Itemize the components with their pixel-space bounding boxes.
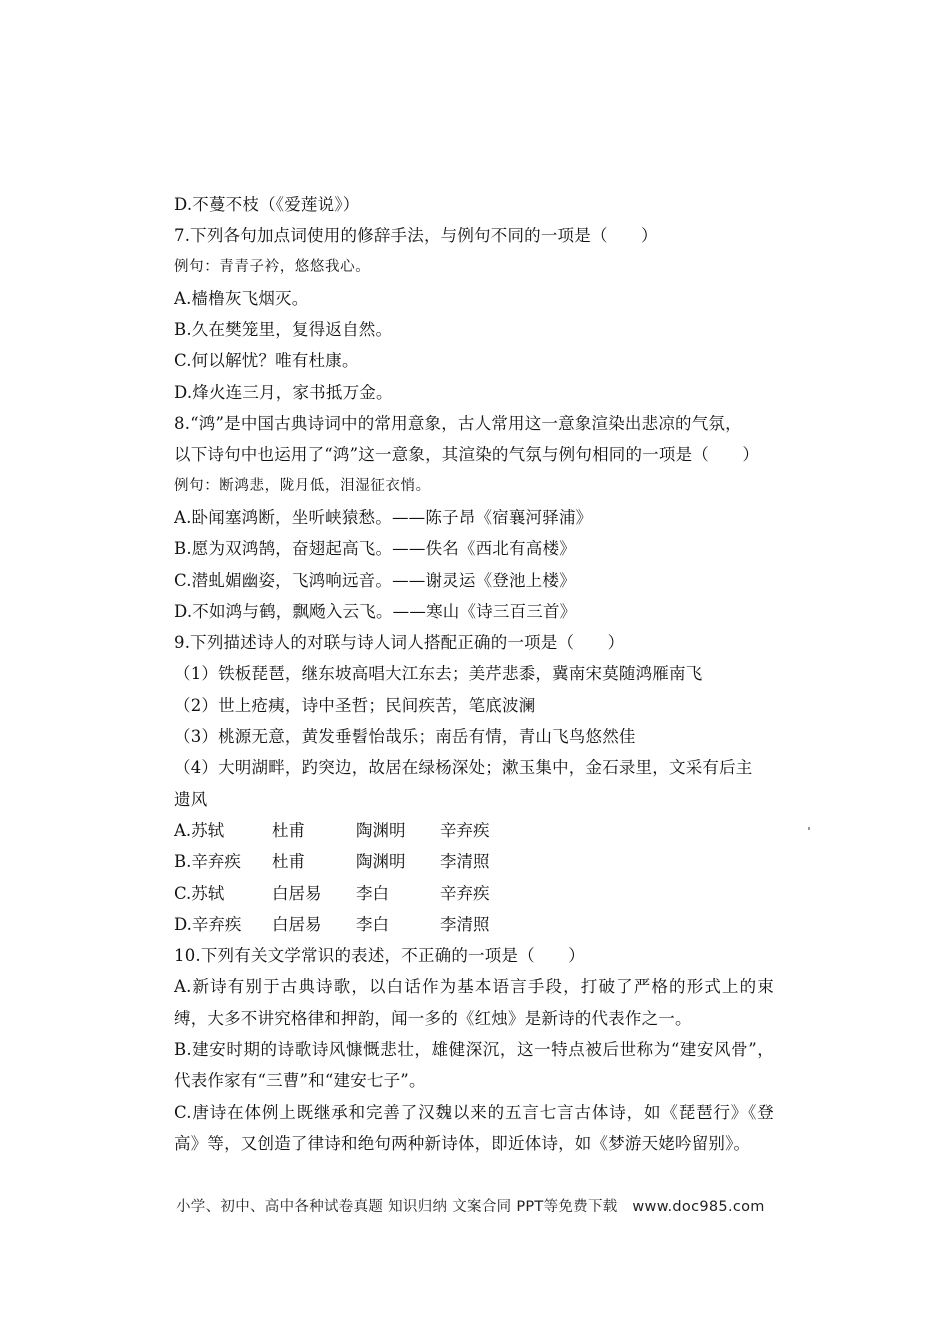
q10-option-b: B.建安时期的诗歌诗风慷慨悲壮，雄健深沉，这一特点被后世称为“建安风骨”，代表作家有“三曹”和“建安七子”。 [174, 1040, 774, 1091]
q9-couplet-2: （2）世上疮痍，诗中圣哲；民间疾苦，笔底波澜 [174, 695, 536, 715]
option-cell: 陶渊明 [356, 820, 406, 840]
option-cell: 李清照 [440, 914, 490, 934]
option-cell: 李清照 [440, 852, 490, 872]
option-cell: A.苏轼 [174, 820, 225, 840]
option-cell: 白居易 [272, 883, 322, 903]
option-cell: 杜甫 [272, 852, 305, 872]
q8-example: 例句：断鸿悲，陇月低，泪湿征衣悄。 [174, 477, 431, 494]
q7-option-d: D.烽火连三月，家书抵万金。 [174, 382, 393, 402]
q7-option-c: C.何以解忧？唯有杜康。 [174, 351, 359, 371]
q10-stem: 10.下列有关文学常识的表述，不正确的一项是（ ） [174, 946, 585, 966]
q7-option-b: B.久在樊笼里，复得返自然。 [174, 320, 393, 340]
q10-option-c: C.唐诗在体例上既继承和完善了汉魏以来的五言七言古体诗，如《琵琶行》《登高》等，又创造了律诗和绝句两种新诗体，即近体诗，如《梦游天姥吟留别》。 [174, 1102, 774, 1153]
q8-option-d: D.不如鸿与鹤，飘飏入云飞。——寒山《诗三百三首》 [174, 601, 577, 621]
q9-couplet-1: （1）铁板琵琶，继东坡高唱大江东去；美芹悲黍，冀南宋莫随鸿雁南飞 [174, 664, 703, 684]
q7-example: 例句：青青子衿，悠悠我心。 [174, 258, 371, 275]
q7-stem: 7.下列各句加点词使用的修辞手法，与例句不同的一项是（ ） [174, 226, 658, 246]
option-cell: D.辛弃疾 [174, 914, 242, 934]
q9-option-d [174, 909, 774, 940]
q9-option-a [174, 815, 774, 846]
q9-option-b [174, 846, 774, 877]
q9-couplet-3: （3）桃源无意，黄发垂髫怡哉乐；南岳有情，青山飞鸟悠然佳 [174, 727, 636, 747]
option-cell: 辛弃疾 [440, 820, 490, 840]
q6-option-d: D.不蔓不枝（《爱莲说》） [174, 195, 360, 214]
option-cell: C.苏轼 [174, 883, 225, 903]
q10-option-a: A.新诗有别于古典诗歌，以白话作为基本语言手段，打破了严格的形式上的束缚，大多不讲究格律和押韵，闻一多的《红烛》是新诗的代表作之一。 [174, 977, 774, 1028]
scan-speck [808, 827, 810, 830]
option-cell: 辛弃疾 [440, 883, 490, 903]
footer-watermark: 小学、初中、高中各种试卷真题 知识归纳 文案合同 PPT等免费下载 www.doc985.com [176, 1199, 765, 1215]
q9-stem: 9.下列描述诗人的对联与诗人词人搭配正确的一项是（ ） [174, 633, 625, 653]
q8-option-c: C.潜虬媚幽姿，飞鸿响远音。——谢灵运《登池上楼》 [174, 570, 576, 590]
option-cell: 李白 [356, 883, 389, 903]
option-cell: 杜甫 [272, 820, 305, 840]
q9-couplet-4-cont: 遗风 [174, 789, 208, 809]
exam-content [174, 189, 774, 1159]
q8-option-a: A.卧闻塞鸿断，坐听峡猿愁。——陈子昂《宿襄河驿浦》 [174, 507, 593, 527]
option-cell: 陶渊明 [356, 852, 406, 872]
q7-option-a: A.樯橹灰飞烟灭。 [174, 288, 309, 308]
option-cell: B.辛弃疾 [174, 852, 241, 872]
q9-option-c [174, 878, 774, 909]
q9-couplet-4: （4）大明湖畔，趵突边，故居在绿杨深处；漱玉集中，金石录里，文采有后主 [174, 758, 753, 778]
option-cell: 白居易 [272, 914, 322, 934]
q8-stem-line1: 8.“鸿”是中国古典诗词中的常用意象，古人常用这一意象渲染出悲凉的气氛， [174, 414, 742, 434]
q8-stem-line2: 以下诗句中也运用了“鸿”这一意象，其渲染的气氛与例句相同的一项是（ ） [174, 445, 760, 465]
option-cell: 李白 [356, 914, 389, 934]
q8-option-b: B.愿为双鸿鹄，奋翅起高飞。——佚名《西北有高楼》 [174, 539, 576, 559]
